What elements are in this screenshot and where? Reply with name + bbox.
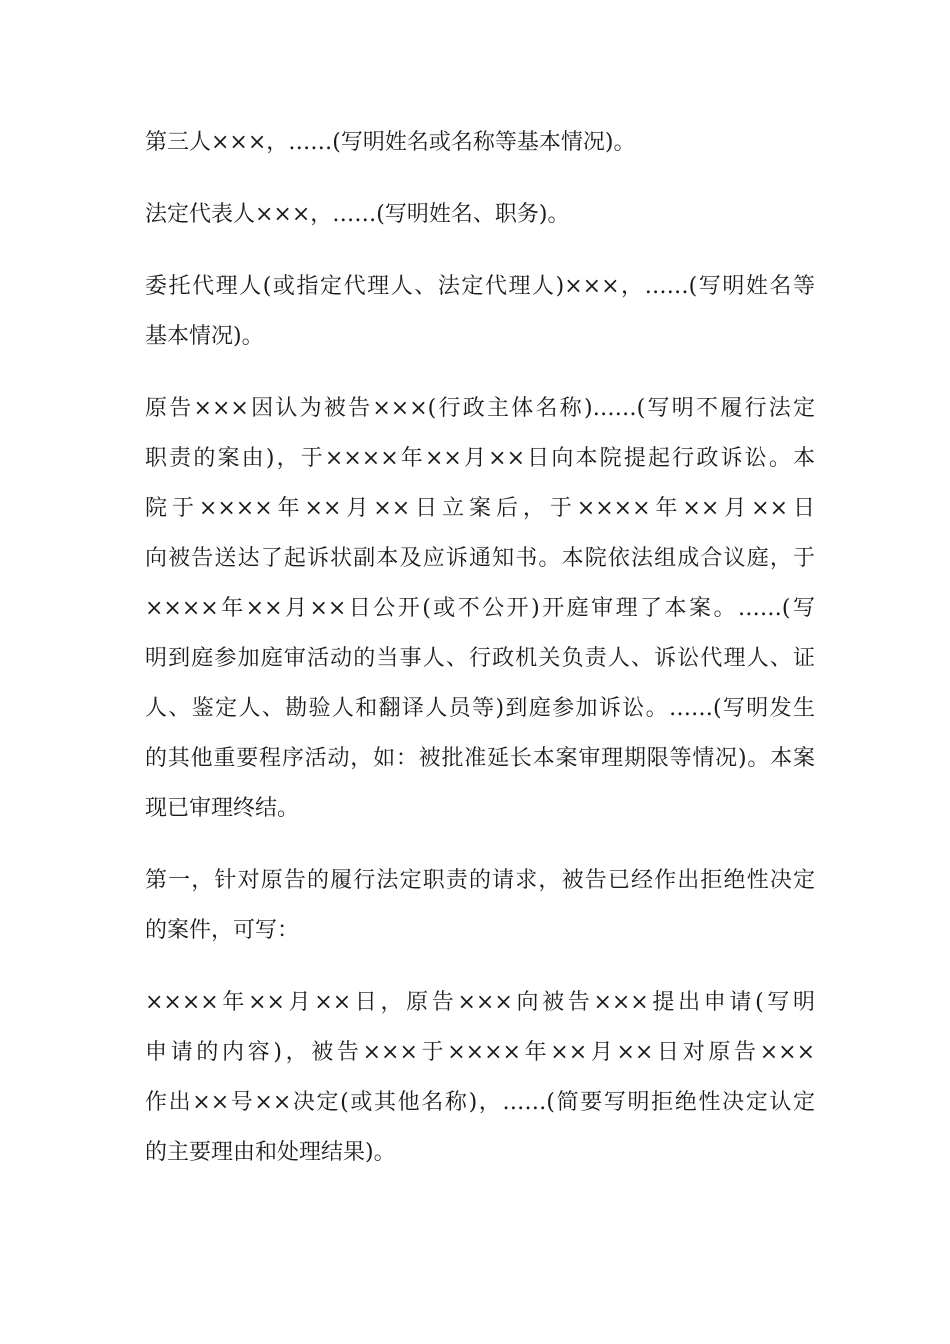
paragraph-application-facts-line-3: 作出××号××决定(或其他名称)，……(简要写明拒绝性决定认定 bbox=[145, 1090, 815, 1115]
paragraph-case-procedure-line-4: 向被告送达了起诉状副本及应诉通知书。本院依法组成合议庭，于 bbox=[145, 546, 815, 571]
paragraph-case-procedure-line-7: 人、鉴定人、勘验人和翻译人员等)到庭参加诉讼。……(写明发生 bbox=[145, 696, 815, 721]
paragraph-first-case-type-line-1: 第一，针对原告的履行法定职责的请求，被告已经作出拒绝性决定 bbox=[145, 868, 815, 893]
paragraph-agent-line-2: 基本情况)。 bbox=[145, 324, 264, 349]
paragraph-legal-representative-line-1: 法定代表人×××，……(写明姓名、职务)。 bbox=[145, 202, 570, 227]
paragraph-case-procedure-line-5: ××××年××月××日公开(或不公开)开庭审理了本案。……(写 bbox=[145, 596, 815, 621]
paragraph-case-procedure-line-8: 的其他重要程序活动，如：被批准延长本案审理期限等情况)。本案 bbox=[145, 746, 815, 771]
paragraph-agent-line-1: 委托代理人(或指定代理人、法定代理人)×××，……(写明姓名等 bbox=[145, 274, 815, 299]
paragraph-case-procedure-line-1: 原告×××因认为被告×××(行政主体名称)……(写明不履行法定 bbox=[145, 396, 815, 421]
paragraph-application-facts-line-1: ××××年××月××日，原告×××向被告×××提出申请(写明 bbox=[145, 990, 815, 1015]
paragraph-case-procedure-line-6: 明到庭参加庭审活动的当事人、行政机关负责人、诉讼代理人、证 bbox=[145, 646, 815, 671]
paragraph-first-case-type-line-2: 的案件，可写： bbox=[145, 918, 300, 943]
paragraph-application-facts-line-4: 的主要理由和处理结果)。 bbox=[145, 1140, 396, 1165]
paragraph-case-procedure-line-3: 院于××××年××月××日立案后，于××××年××月××日 bbox=[145, 496, 815, 521]
paragraph-application-facts-line-2: 申请的内容)，被告×××于××××年××月××日对原告××× bbox=[145, 1040, 815, 1065]
paragraph-case-procedure-line-9: 现已审理终结。 bbox=[145, 796, 300, 821]
paragraph-case-procedure-line-2: 职责的案由)，于××××年××月××日向本院提起行政诉讼。本 bbox=[145, 446, 815, 471]
paragraph-third-party-line-1: 第三人×××，……(写明姓名或名称等基本情况)。 bbox=[145, 130, 636, 155]
